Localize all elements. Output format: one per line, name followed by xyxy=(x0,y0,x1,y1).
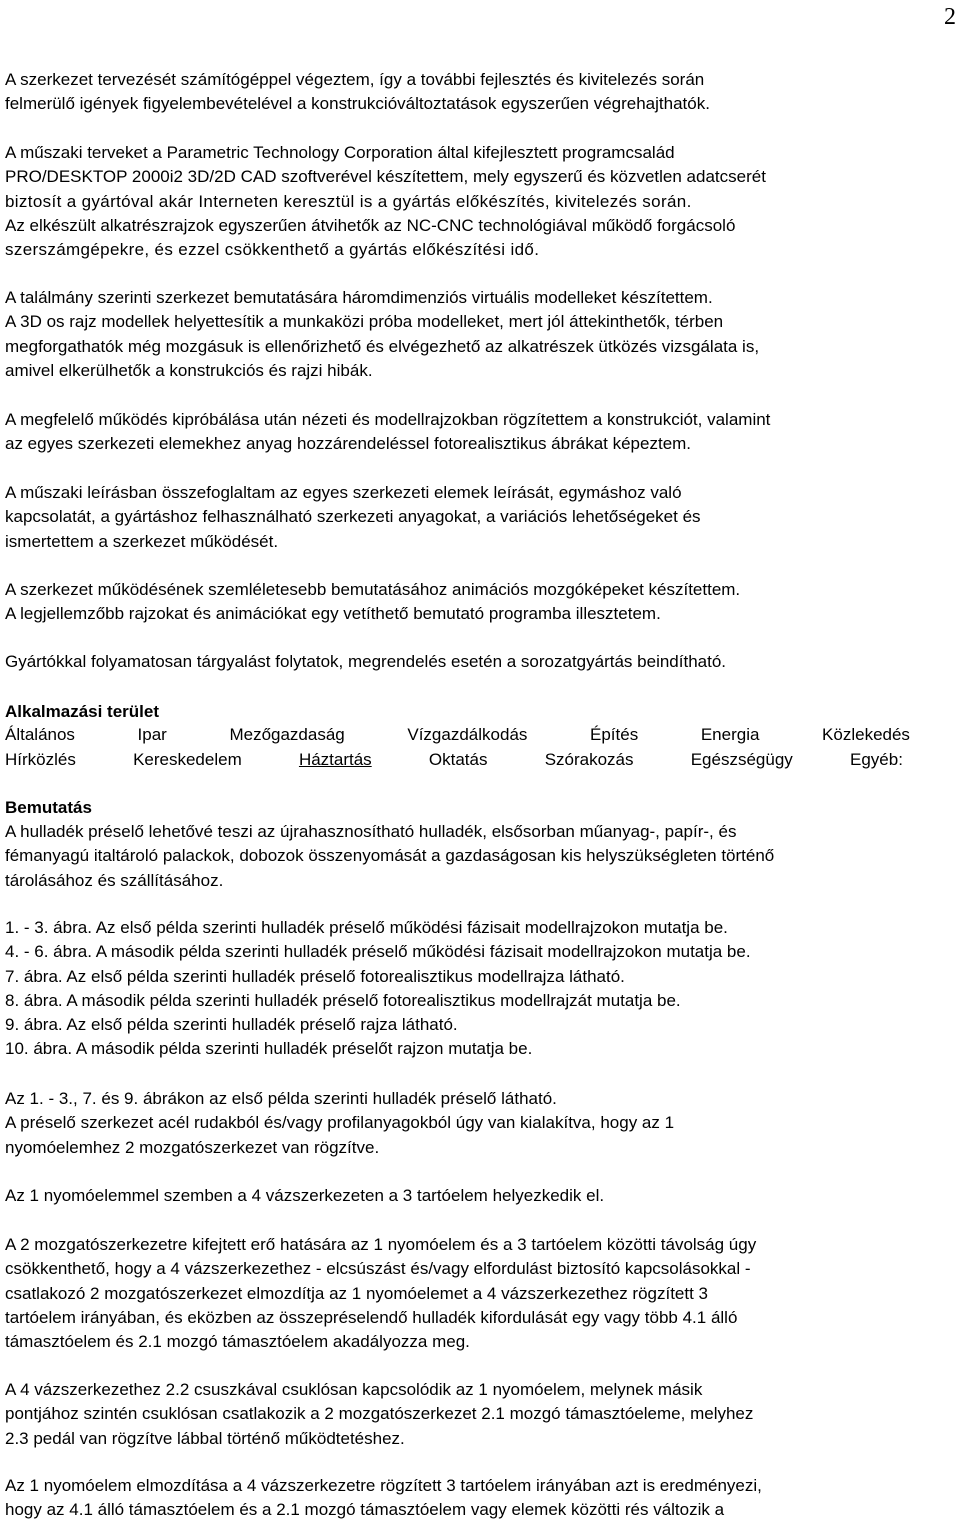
text-line: biztosít a gyártóval akár Interneten keresztül is a gyártás előkészítés, kivitelezés során. xyxy=(5,191,692,211)
text-line: A műszaki terveket a Parametric Technology Corporation által kifejlesztett programcsalád xyxy=(5,143,675,162)
text-line: pontjához szintén csuklósan csatlakozik a 2 mozgatószerkezet 2.1 mozgó támasztóeleme, melyhez xyxy=(5,1404,754,1424)
text-line: A 2 mozgatószerkezetre kifejtett erő hatására az 1 nyomóelem és a 3 tartóelem közötti távolság úgy xyxy=(5,1235,757,1254)
paragraph-manufacturers xyxy=(5,650,960,674)
category-item: Általános xyxy=(5,725,75,744)
category-item: Szórakozás xyxy=(544,750,634,769)
paragraph-support-element xyxy=(5,1184,960,1208)
text-line: nyomóelemhez 2 mozgatószerkezet van rögzítve. xyxy=(5,1137,380,1157)
application-area-heading: Alkalmazási terület xyxy=(5,702,160,721)
category-item-selected: Háztartás xyxy=(298,750,372,769)
text-line: megforgathatók még mozgásuk is ellenőrizhető és elvégezhető az alkatrészek ütközés vizsgálata is, xyxy=(5,336,760,356)
figure-caption: 7. ábra. Az első példa szerinti hulladék préselő fotorealisztikus modellrajza látható. xyxy=(5,966,625,986)
category-item: Oktatás xyxy=(428,750,488,769)
text-line: Az 1 nyomóelem elmozdítása a 4 vázszerkezetre rögzített 3 tartóelem irányában azt is eredményezi, xyxy=(5,1476,762,1495)
category-item: Ipar xyxy=(137,725,167,744)
text-line: felmerülő igények figyelembevételével a konstrukcióváltoztatások egyszerűen végrehajthatók. xyxy=(5,94,710,114)
text-line: Az elkészült alkatrészrajzok egyszerűen átvihetők az NC-CNC technológiával működő forgácsoló xyxy=(5,215,736,235)
text-line: A megfelelő működés kipróbálása után nézeti és modellrajzokban rögzítettem a konstrukciót, valamint xyxy=(5,410,771,429)
text-line: tárolásához és szállításához. xyxy=(5,870,224,890)
text-line: A találmány szerinti szerkezet bemutatására háromdimenziós virtuális modelleket készítettem. xyxy=(5,288,713,307)
text-line: ismertettem a szerkezet működését. xyxy=(5,531,279,551)
page-number: 2 xyxy=(944,4,956,30)
text-line: tartóelem irányában, és eközben az összepréselendő hulladék kifordulását egy vagy több 4.1 álló xyxy=(5,1307,738,1327)
presentation-heading: Bemutatás xyxy=(5,798,92,817)
text-line: szerszámgépekre, és ezzel csökkenthető a gyártás előkészítési idő. xyxy=(5,240,540,260)
text-line: 2.3 pedál van rögzítve lábbal történő működtetéshez. xyxy=(5,1428,405,1448)
text-line: Gyártókkal folyamatosan tárgyalást folytatok, megrendelés esetén a sorozatgyártás beindítható. xyxy=(5,652,727,671)
text-line: fémanyagú italtároló palackok, dobozok összenyomását a gazdaságosan kis helyszükségleten történő xyxy=(5,846,775,866)
paragraph-design-intro xyxy=(5,68,960,117)
text-line: hogy az 4.1 álló támasztóelem és a 2.1 mozgó támasztóelem vagy elemek közötti rés változik a xyxy=(5,1500,725,1520)
category-item: Egészségügy xyxy=(690,750,793,769)
paragraph-press-movement xyxy=(5,1474,960,1523)
category-item: Építés xyxy=(590,725,639,744)
figure-caption: 9. ábra. Az első példa szerinti hulladék préselő rajza látható. xyxy=(5,1015,458,1035)
figure-caption: 8. ábra. A második példa szerinti hulladék préselő fotorealisztikus modellrajzát mutatja be. xyxy=(5,990,681,1010)
category-row-2 xyxy=(5,748,903,772)
figure-caption: 1. - 3. ábra. Az első példa szerinti hulladék préselő működési fázisait modellrajzokon mutatja be. xyxy=(5,918,728,937)
paragraph-frame-slider xyxy=(5,1378,960,1451)
paragraph-mechanism xyxy=(5,1233,960,1354)
text-line: amivel elkerülhetők a konstrukciós és rajzi hibák. xyxy=(5,360,373,380)
figure-caption: 4. - 6. ábra. A második példa szerinti hulladék préselő működési fázisait modellrajzokon mutatja be. xyxy=(5,942,751,962)
paragraph-3d-models xyxy=(5,286,960,383)
text-line: A műszaki leírásban összefoglaltam az egyes szerkezeti elemek leírását, egymáshoz való xyxy=(5,483,682,502)
text-line: az egyes szerkezeti elemekhez anyag hozzárendeléssel fotorealisztikus ábrákat képeztem. xyxy=(5,434,692,454)
text-line: A szerkezet működésének szemléletesebb bemutatásához animációs mozgóképeket készítettem. xyxy=(5,580,741,599)
category-item: Egyéb: xyxy=(850,750,903,769)
text-line: A szerkezet tervezését számítógéppel végeztem, így a további fejlesztés és kivitelezés során xyxy=(5,70,705,89)
text-line: támasztóelem és 2.1 mozgó támasztóelem akadályozza meg. xyxy=(5,1332,470,1352)
category-item: Közlekedés xyxy=(822,725,910,744)
text-line: csatlakozó 2 mozgatószerkezet elmozdítja az 1 nyomóelemet a 4 vázszerkezethez rögzített 3 xyxy=(5,1283,709,1303)
text-line: kapcsolatát, a gyártáshoz felhasználható szerkezeti anyagokat, a variációs lehetőségeket és xyxy=(5,507,701,527)
paragraph-first-example xyxy=(5,1087,960,1160)
text-line: A préselő szerkezet acél rudakból és/vagy profilanyagokból úgy van kialakítva, hogy az 1 xyxy=(5,1113,675,1133)
paragraph-compactor-purpose xyxy=(5,820,960,893)
figure-caption: 10. ábra. A második példa szerinti hulladék préselőt rajzon mutatja be. xyxy=(5,1039,533,1059)
text-line: csökkenthető, hogy a 4 vázszerkezethez - elcsúszást és/vagy elfordulást biztosító kapcsolásokkal - xyxy=(5,1259,751,1279)
text-line: A 4 vázszerkezethez 2.2 csuszkával csuklósan kapcsolódik az 1 nyomóelem, melynek másik xyxy=(5,1380,703,1399)
text-line: Az 1. - 3., 7. és 9. ábrákon az első példa szerinti hulladék préselő látható. xyxy=(5,1089,557,1108)
figure-list xyxy=(5,916,960,1062)
category-item: Hírközlés xyxy=(5,750,76,769)
text-line: A 3D os rajz modellek helyettesítik a munkaközi próba modelleket, mert jól áttekinthetők, térben xyxy=(5,312,724,332)
text-line: PRO/DESKTOP 2000i2 3D/2D CAD szoftverével készítettem, mely egyszerű és közvetlen adatcserét xyxy=(5,167,766,187)
paragraph-cad-software xyxy=(5,141,960,262)
category-item: Energia xyxy=(700,725,760,744)
category-item: Vízgazdálkodás xyxy=(407,725,528,744)
category-row-1 xyxy=(5,723,910,747)
text-line: A hulladék préselő lehetővé teszi az újrahasznosítható hulladék, elsősorban műanyag-, papír-, és xyxy=(5,822,737,841)
paragraph-construction-drawings xyxy=(5,408,960,457)
text-line: A legjellemzőbb rajzokat és animációkat egy vetíthető bemutató programba illesztetem. xyxy=(5,604,661,624)
paragraph-animations xyxy=(5,578,960,627)
text-line: Az 1 nyomóelemmel szemben a 4 vázszerkezeten a 3 tartóelem helyezkedik el. xyxy=(5,1186,605,1205)
category-item: Kereskedelem xyxy=(133,750,242,769)
category-item: Mezőgazdaság xyxy=(229,725,345,744)
paragraph-technical-description xyxy=(5,481,960,554)
